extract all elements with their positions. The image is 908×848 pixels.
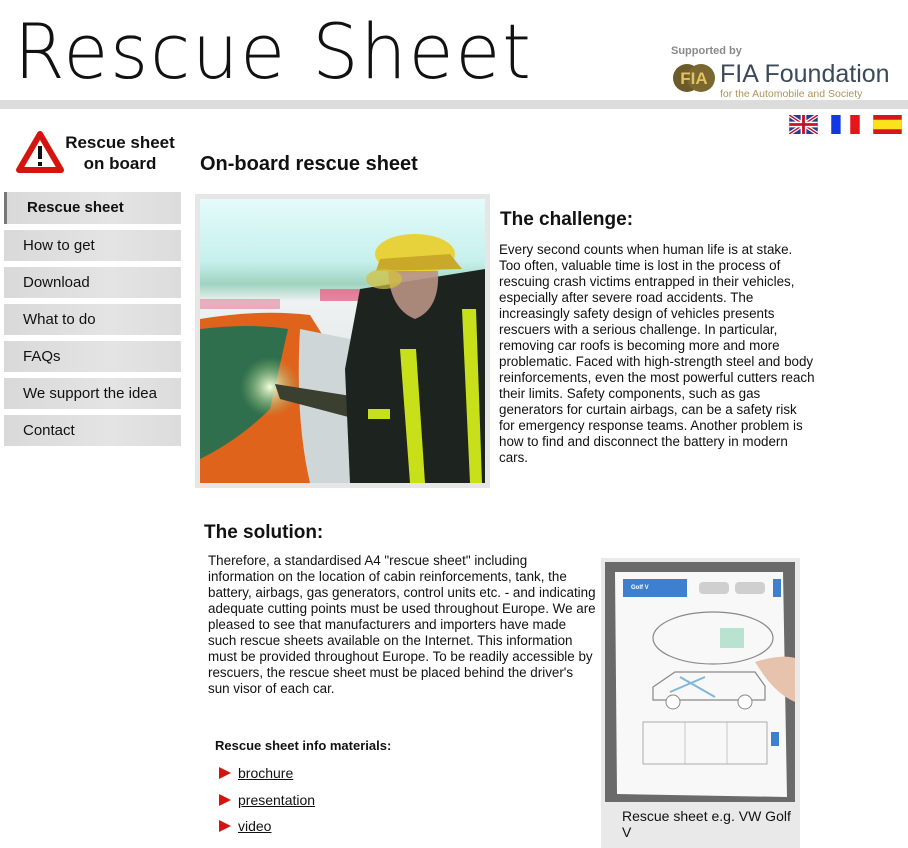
header-divider	[0, 100, 908, 109]
materials-item	[219, 813, 315, 840]
supported-by-label: Supported by	[671, 45, 742, 57]
spain-flag-icon[interactable]	[873, 115, 902, 134]
language-selector	[789, 115, 907, 137]
red-arrow-icon	[219, 820, 231, 832]
warning-triangle-icon	[16, 131, 64, 173]
badge-text	[65, 132, 175, 174]
video-link[interactable]: video	[238, 818, 272, 835]
sidebar-item-contact[interactable]: Contact	[4, 415, 181, 446]
sidebar-item-how-to-get[interactable]: How to get	[4, 230, 181, 261]
materials-list	[219, 760, 315, 840]
solution-text: Therefore, a standardised A4 "rescue sheet" including information on the location of cabin reinforcements, tank, the battery, airbags, gas generators, control units etc. - and indicating adequate cutting points must be used throughout Europe. We are pleased to see that manufacturers and importers have made such rescue sheets available on the Internet. This information must be provided throughout Europe. To be readily accessible by rescuers, the rescue sheet must be placed behind the driver's sun visor of each car.	[208, 553, 596, 696]
sidebar-nav	[4, 192, 181, 452]
solution-heading: The solution:	[204, 522, 324, 543]
rescue-sheet-on-board-badge[interactable]	[8, 118, 178, 183]
materials-item	[219, 760, 315, 787]
sidebar-item-we-support-the-idea[interactable]: We support the idea	[4, 378, 181, 409]
brochure-link[interactable]: brochure	[238, 765, 294, 782]
sponsor-logo[interactable]	[670, 45, 900, 103]
sidebar	[4, 118, 181, 439]
site-header	[0, 0, 908, 100]
challenge-heading: The challenge:	[500, 209, 634, 230]
sidebar-item-faqs[interactable]: FAQs	[4, 341, 181, 372]
site-title[interactable]: Rescue Sheet	[14, 7, 533, 96]
materials-heading: Rescue sheet info materials:	[215, 738, 392, 753]
challenge-text: Every second counts when human life is at stake. Too often, valuable time is lost in the process of rescuing crash victims entrapped in their vehicles, especially after severe road accidents. The increasingly safety design of vehicles presents rescuers with a serious challenge. In particular, removing car roofs is becoming more and more problematic. Faced with high-strength steel and body reinforcements, even the most powerful cutters reach their limits. Safety components, such as gas generators for curtain airbags, can be a safety risk for emergency response teams. Another problem is how to find and disconnect the battery in modern cars.	[499, 242, 815, 465]
sheet-title: Golf V	[631, 585, 649, 591]
firefighter-rescue-photo	[200, 199, 485, 483]
presentation-link[interactable]: presentation	[238, 791, 316, 808]
sidebar-item-what-to-do[interactable]: What to do	[4, 304, 181, 335]
firefighter-photo-frame	[195, 194, 490, 488]
sidebar-item-rescue-sheet[interactable]: Rescue sheet	[4, 192, 181, 224]
rescue-sheet-example	[601, 558, 800, 848]
red-arrow-icon	[219, 767, 231, 779]
page-title: On-board rescue sheet	[200, 153, 418, 175]
uk-flag-icon[interactable]	[789, 115, 818, 134]
badge-line-2: on board	[83, 154, 157, 173]
badge-line-1: Rescue sheet	[65, 133, 175, 152]
sponsor-name: FIA Foundation	[720, 60, 890, 88]
red-arrow-icon	[219, 794, 231, 806]
sidebar-item-download[interactable]: Download	[4, 267, 181, 298]
france-flag-icon[interactable]	[831, 115, 860, 134]
fia-globe-icon	[672, 63, 716, 93]
sponsor-tagline: for the Automobile and Society	[720, 88, 863, 100]
rescue-sheet-photo[interactable]	[605, 562, 795, 802]
sheet-caption: Rescue sheet e.g. VW Golf V	[622, 808, 791, 840]
materials-item	[219, 787, 315, 814]
fia-logo-text: FIA	[680, 69, 708, 88]
